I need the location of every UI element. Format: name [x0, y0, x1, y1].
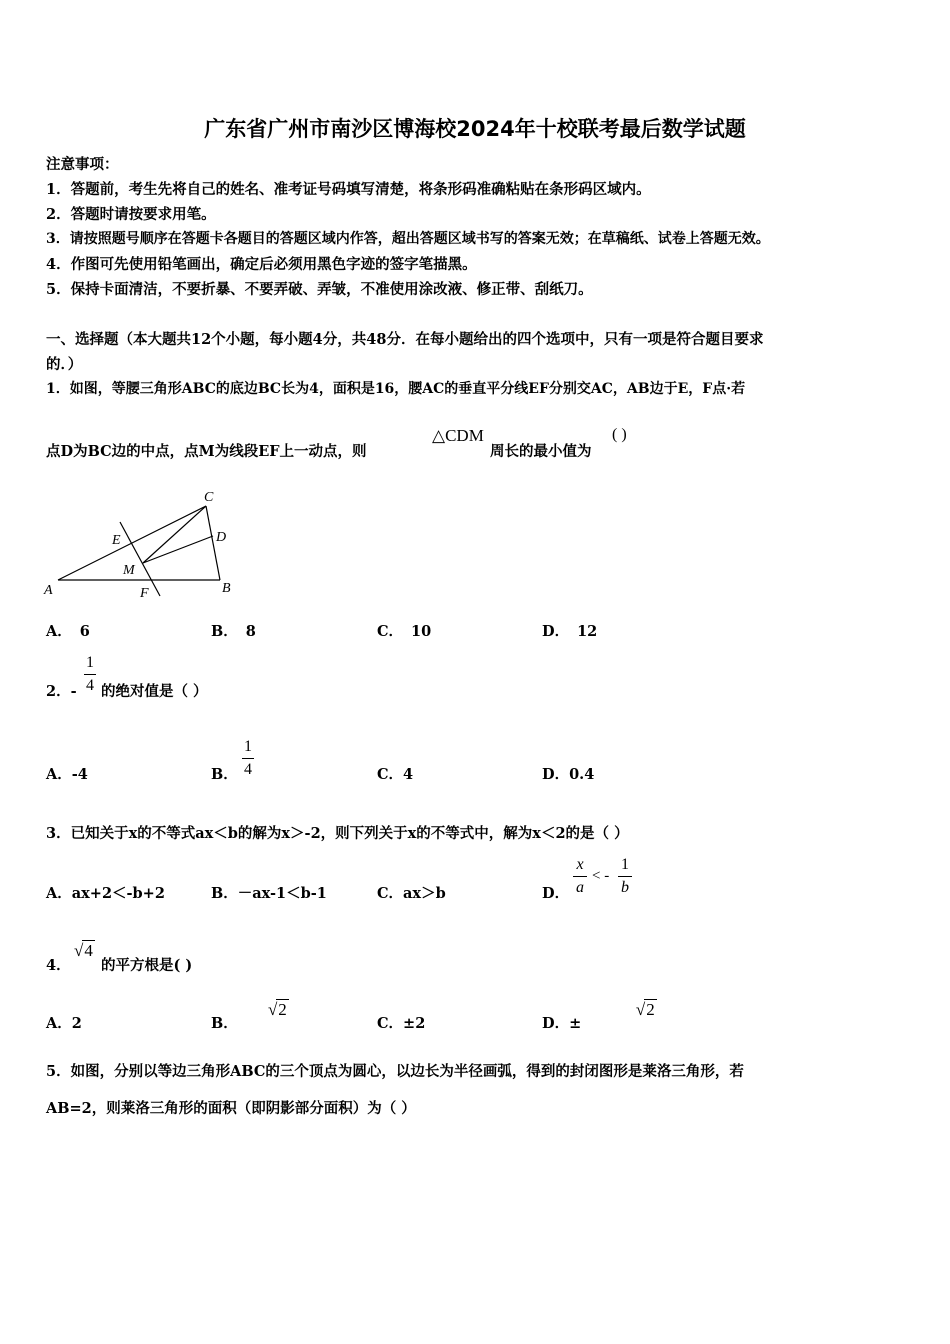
notice-item: 1．答题前，考生先将自己的姓名、准考证号码填写清楚，将条形码准确粘贴在条形码区域内。: [46, 181, 651, 198]
label-f: F: [140, 586, 149, 601]
q3-option-a: A．ax+2＜-b+2: [46, 885, 165, 902]
question-4-text: 的平方根是( ): [101, 957, 193, 974]
q2-option-d: D．0.4: [542, 766, 595, 783]
q3-option-d-key: D．: [542, 885, 570, 902]
question-4-number: 4．: [46, 957, 71, 974]
notice-item: 3．请按照题号顺序在答题卡各题目的答题区域内作答，超出答题区域书写的答案无效；在草稿纸、试卷上答题无效。: [46, 231, 770, 247]
answer-paren: ( ): [612, 426, 627, 443]
section-heading: 一、选择题（本大题共12个小题，每小题4分，共48分．在每小题给出的四个选项中，只有一项是符合题目要求: [46, 331, 764, 348]
triangle-cdm-label: △CDM: [432, 426, 484, 445]
segment-dm: [143, 536, 213, 563]
label-a: A: [44, 583, 53, 598]
q4-option-d-key: D．±: [542, 1015, 582, 1032]
question-5-text-cont: AB=2，则莱洛三角形的面积（即阴影部分面积）为（ ）: [46, 1100, 416, 1117]
q3-option-d-relation: < -: [592, 868, 610, 884]
q1-option-b: B． 8: [211, 623, 256, 640]
notice-heading: 注意事项：: [46, 156, 119, 173]
page-title: 广东省广州市南沙区博海校2024年十校联考最后数学试题: [204, 117, 746, 141]
notice-item: 2．答题时请按要求用笔。: [46, 206, 216, 223]
notice-item: 5．保持卡面清洁，不要折暴、不要弄破、弄皱，不准使用涂改液、修正带、刮纸刀。: [46, 281, 593, 298]
q4-option-d-sqrt-2: √2: [635, 1000, 655, 1019]
triangle-figure: [40, 484, 250, 604]
q3-option-c: C．ax＞b: [377, 885, 446, 902]
q3-option-d-frac-x-a: x a: [573, 855, 587, 898]
q1-option-c: C． 10: [377, 623, 432, 640]
question-5-text: 5．如图，分别以等边三角形ABC的三个顶点为圆心，以边长为半径画弧，得到的封闭图形是莱洛三角形，若: [46, 1063, 744, 1080]
q4-option-a: A．2: [46, 1015, 82, 1032]
question-1-text-cont: 点D为BC边的中点，点M为线段EF上一动点，则: [46, 443, 367, 460]
notice-item: 4．作图可先使用铅笔画出，确定后必须用黑色字迹的签字笔描黑。: [46, 256, 477, 273]
q4-option-b-key: B．: [211, 1015, 238, 1032]
q2-option-b-key: B．: [211, 766, 238, 783]
sqrt-4: √4: [74, 941, 93, 960]
label-b: B: [222, 581, 231, 596]
question-2-text: 的绝对值是（ ）: [101, 683, 208, 700]
q4-option-c: C．±2: [377, 1015, 426, 1032]
fraction-one-quarter: 1 4: [86, 654, 94, 694]
question-1-text: 1．如图，等腰三角形ABC的底边BC长为4，面积是16，腰AC的垂直平分线EF分别交AC，AB边于E，F点·若: [46, 381, 746, 397]
segment-cm: [143, 506, 206, 563]
q2-option-c: C．4: [377, 766, 414, 783]
question-2-number: 2．-: [46, 683, 77, 700]
q1-option-a: A． 6: [46, 623, 90, 640]
question-3-text: 3．已知关于x的不等式ax＜b的解为x＞-2，则下列关于x的不等式中，解为x＜2的是（ ）: [46, 825, 629, 842]
question-1-text-end: 周长的最小值为: [490, 443, 592, 460]
q2-option-b-fraction: 1 4: [244, 738, 252, 778]
label-m: M: [123, 563, 135, 578]
label-c: C: [204, 490, 214, 505]
label-d: D: [216, 530, 227, 545]
label-e: E: [112, 533, 121, 548]
q3-option-d-frac-1-b: 1 b: [618, 855, 632, 898]
q1-option-d: D． 12: [542, 623, 598, 640]
q2-option-a: A．-4: [46, 766, 88, 783]
q4-option-b-sqrt-2: √2: [267, 1000, 287, 1019]
q3-option-b: B．－ax-1＜b-1: [211, 885, 327, 902]
section-heading-cont: 的．）: [46, 356, 83, 373]
